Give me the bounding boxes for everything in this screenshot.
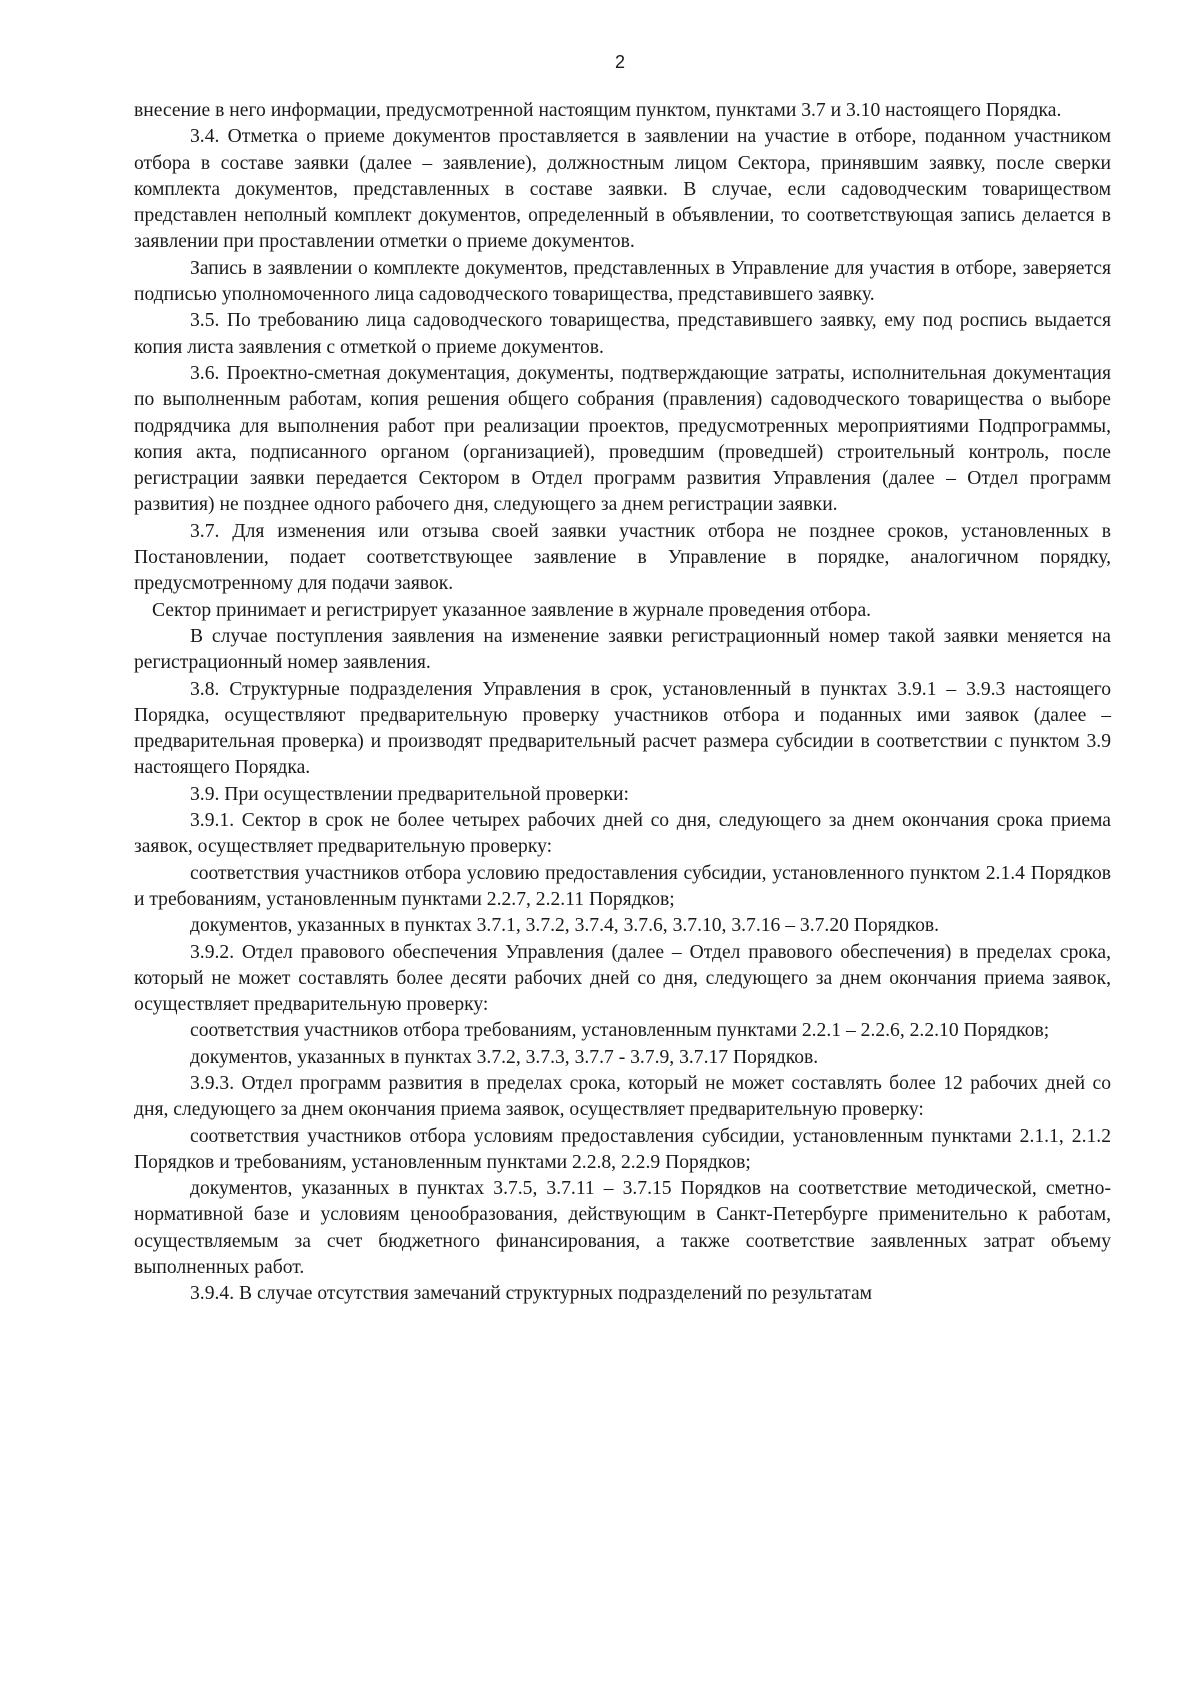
paragraph-3-9-1-conditions: соответствия участников отбора условию предоставления субсидии, установленного пунктом 2.1.4 Порядков и требованиям, установленным пунктами 2.2.7, 2.2.11 Порядков;	[134, 862, 1111, 910]
paragraph-3-4: 3.4. Отметка о приеме документов проставляется в заявлении на участие в отборе, поданном участником отбора в составе заявки (далее – заявление), должностным лицом Сектора, принявшим заявку, после сверки комплекта документов, представленных в составе заявки. В случае, если садоводческим товариществом представлен неполный комплект документов, определенный в объявлении, то соответствующая запись делается в заявлении при проставлении отметки о приеме документов.	[134, 126, 1111, 253]
paragraph-3-7-change: В случае поступления заявления на изменение заявки регистрационный номер такой заявки меняется на регистрационный номер заявления.	[134, 625, 1111, 674]
paragraph-3-9: 3.9. При осуществлении предварительной проверки:	[190, 783, 629, 805]
paragraph-3-5: 3.5. По требованию лица садоводческого товарищества, представившего заявку, ему под роспись выдается копия листа заявления с отметкой о приеме документов.	[134, 310, 1111, 358]
paragraph-3-9-1: 3.9.1. Сектор в срок не более четырех рабочих дней со дня, следующего за днем окончания срока приема заявок, осуществляет предварительную проверку:	[134, 810, 1111, 858]
paragraph-3-9-4: 3.9.4. В случае отсутствия замечаний структурных подразделений по результатам	[190, 1283, 873, 1305]
paragraph-3-7-sector: Сектор принимает и регистрирует указанное заявление в журнале проведения отбора.	[152, 599, 872, 621]
paragraph-3-9-2-documents: документов, указанных в пунктах 3.7.2, 3.7.3, 3.7.7 - 3.7.9, 3.7.17 Порядков.	[190, 1046, 819, 1068]
paragraph-3-9-2-requirements: соответствия участников отбора требованиям, установленным пунктами 2.2.1 – 2.2.6, 2.2.10 Порядков;	[190, 1020, 1050, 1042]
paragraph-3-7: 3.7. Для изменения или отзыва своей заявки участник отбора не позднее сроков, установленных в Постановлении, подает соответствующее заявление в Управление в порядке, аналогичном порядку, предусмотренному для подачи заявок.	[134, 520, 1111, 595]
paragraph-3-9-3-documents: документов, указанных в пунктах 3.7.5, 3.7.11 – 3.7.15 Порядков на соответствие методической, сметно-нормативной базе и условиям ценообразования, действующим в Санкт-Петербурге применительно к работам, осуществляемым за счет бюджетного финансирования, а также соответствие заявленных затрат объему выполненных работ.	[134, 1178, 1111, 1279]
paragraph-3-4-record: Запись в заявлении о комплекте документов, представленных в Управление для участия в отборе, заверяется подписью уполномоченного лица садоводческого товарищества, представившего заявку.	[134, 257, 1111, 306]
paragraph-continuation: внесение в него информации, предусмотренной настоящим пунктом, пунктами 3.7 и 3.10 настоящего Порядка.	[134, 100, 1062, 121]
page-number: 2	[614, 52, 625, 72]
document-body	[134, 98, 1111, 1308]
paragraph-3-9-2: 3.9.2. Отдел правового обеспечения Управления (далее – Отдел правового обеспечения) в пределах срока, который не может составлять более десяти рабочих дней со дня, следующего за днем окончания приема заявок, осуществляет предварительную проверку:	[134, 941, 1111, 1016]
paragraph-3-8: 3.8. Структурные подразделения Управления в срок, установленный в пунктах 3.9.1 – 3.9.3 настоящего Порядка, осуществляют предварительную проверку участников отбора и поданных ими заявок (далее – предварительная проверка) и производят предварительный расчет размера субсидии в соответствии с пунктом 3.9 настоящего Порядка.	[134, 678, 1111, 779]
paragraph-3-9-3: 3.9.3. Отдел программ развития в пределах срока, который не может составлять более 12 рабочих дней со дня, следующего за днем окончания приема заявок, осуществляет предварительную проверку:	[134, 1072, 1111, 1121]
paragraph-3-9-1-documents: документов, указанных в пунктах 3.7.1, 3.7.2, 3.7.4, 3.7.6, 3.7.10, 3.7.16 – 3.7.20 Порядков.	[190, 915, 940, 937]
paragraph-3-9-3-conditions: соответствия участников отбора условиям предоставления субсидии, установленным пунктами 2.1.1, 2.1.2 Порядков и требованиям, установленным пунктами 2.2.8, 2.2.9 Порядков;	[134, 1125, 1111, 1173]
paragraph-3-6: 3.6. Проектно-сметная документация, документы, подтверждающие затраты, исполнительная документация по выполненным работам, копия решения общего собрания (правления) садоводческого товарищества о выборе подрядчика для выполнения работ при реализации проектов, предусмотренных мероприятиями Подпрограммы, копия акта, подписанного органом (организацией), проведшим (проведшей) строительный контроль, после регистрации заявки передается Сектором в Отдел программ развития Управления (далее – Отдел программ развития) не позднее одного рабочего дня, следующего за днем регистрации заявки.	[134, 362, 1111, 516]
